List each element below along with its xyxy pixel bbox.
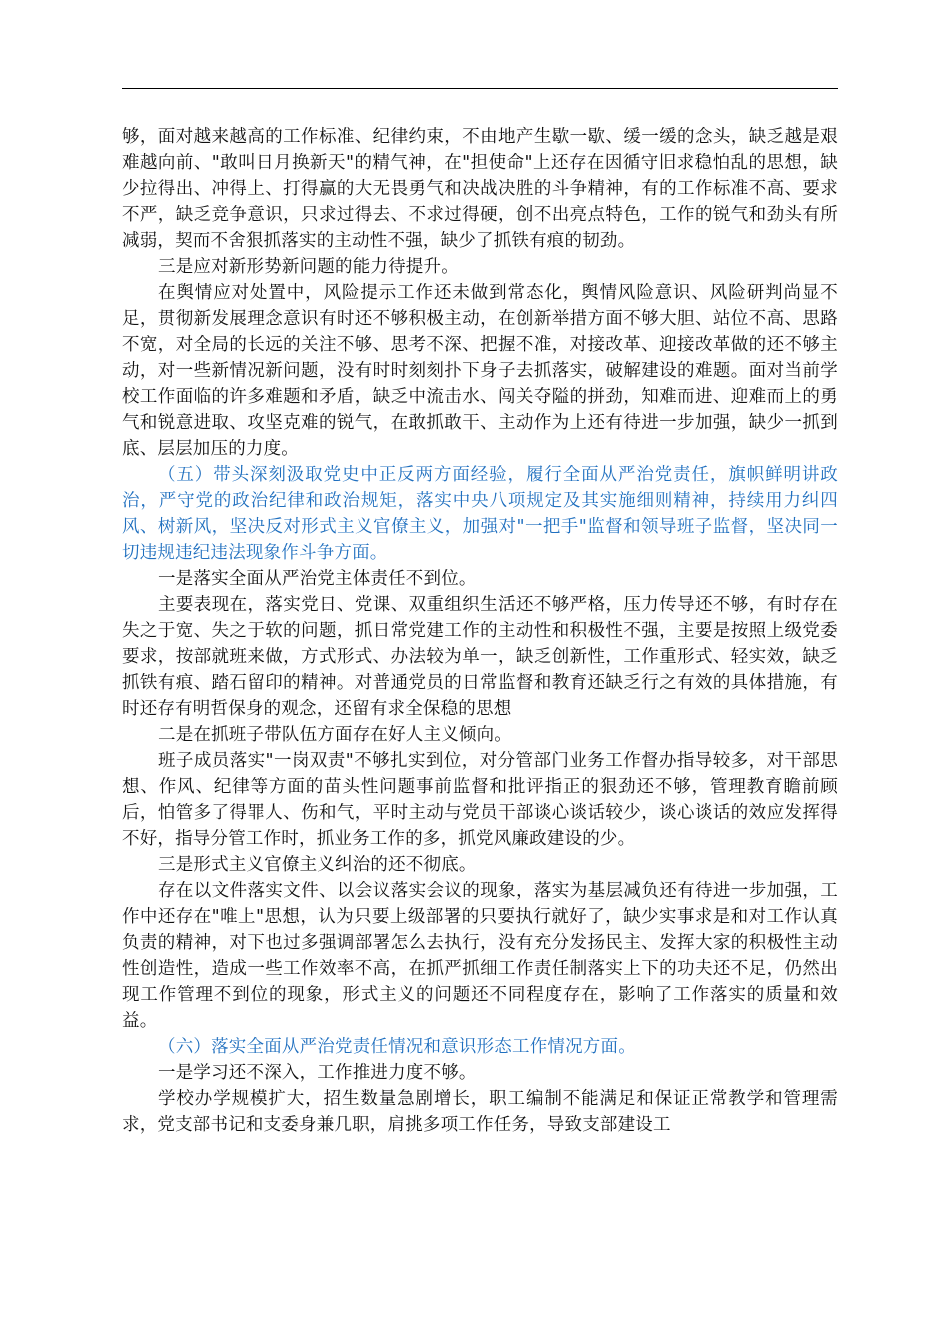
paragraph-13: 学校办学规模扩大，招生数量急剧增长，职工编制不能满足和保证正常教学和管理需求，党支部书记和支委身兼几职，肩挑多项工作任务，导致支部建设工 (122, 1089, 838, 1135)
paragraph-8: 班子成员落实"一岗双责"不够扎实到位，对分管部门业务工作督办指导较多，对干部思想、作风、纪律等方面的苗头性问题事前监督和批评指正的狠劲还不够，管理教育瞻前顾后，怕管多了得罪人、伤和气，平时主动与党员干部谈心谈话较少，谈心谈话的效应发挥得不好，指导分管工作时，抓业务工作的多，抓党风廉政建设的少。 (122, 751, 838, 849)
paragraph-12-subheading: 一是学习还不深入，工作推进力度不够。 (158, 1063, 477, 1083)
section-heading-5: （五）带头深刻汲取党史中正反两方面经验，履行全面从严治党责任，旗帜鲜明讲政治，严守党的政治纪律和政治规矩，落实中央八项规定及其实施细则精神，持续用力纠四风、树新风，坚决反对形式主义官僚主义，加强对"一把手"监督和领导班子监督，坚决同一切违规违纪违法现象作斗争方面。 (122, 465, 838, 563)
paragraph-1: 够，面对越来越高的工作标准、纪律约束，不由地产生歇一歇、缓一缓的念头，缺乏越是艰难越向前、"敢叫日月换新天"的精气神，在"担使命"上还存在因循守旧求稳怕乱的思想，缺少拉得出、冲得上、打得赢的大无畏勇气和决战决胜的斗争精神，有的工作标准不高、要求不严，缺乏竞争意识，只求过得去、不求过得硬，创不出亮点特色，工作的锐气和劲头有所减弱，契而不舍狠抓落实的主动性不强，缺少了抓铁有痕的韧劲。 (122, 127, 838, 251)
paragraph-2-subheading: 三是应对新形势新问题的能力待提升。 (158, 257, 459, 277)
paragraph-5-subheading: 一是落实全面从严治党主体责任不到位。 (158, 569, 477, 589)
section-heading-6: （六）落实全面从严治党责任情况和意识形态工作情况方面。 (158, 1037, 636, 1057)
paragraph-7-subheading: 二是在抓班子带队伍方面存在好人主义倾向。 (158, 725, 512, 745)
header-rule (122, 88, 838, 89)
paragraph-3: 在舆情应对处置中，风险提示工作还未做到常态化，舆情风险意识、风险研判尚显不足，贯彻新发展理念意识有时还不够积极主动，在创新举措方面不够大胆、站位不高、思路不宽，对全局的长远的关注不够、思考不深、把握不准，对接改革、迎接改革做的还不够主动，对一些新情况新问题，没有时时刻刻扑下身子去抓落实，破解建设的难题。面对当前学校工作面临的许多难题和矛盾，缺乏中流击水、闯关夺隘的拼劲，知难而进、迎难而上的勇气和锐意进取、攻坚克难的锐气，在敢抓敢干、主动作为上还有待进一步加强，缺少一抓到底、层层加压的力度。 (122, 283, 838, 459)
paragraph-10: 存在以文件落实文件、以会议落实会议的现象，落实为基层减负还有待进一步加强，工作中还存在"唯上"思想，认为只要上级部署的只要执行就好了，缺少实事求是和对工作认真负责的精神，对下也过多强调部署怎么去执行，没有充分发扬民主、发挥大家的积极性主动性创造性，造成一些工作效率不高，在抓严抓细工作责任制落实上下的功夫还不足，仍然出现工作管理不到位的现象，形式主义的问题还不同程度存在，影响了工作落实的质量和效益。 (122, 881, 838, 1031)
paragraph-6: 主要表现在，落实党日、党课、双重组织生活还不够严格，压力传导还不够，有时存在失之于宽、失之于软的问题，抓日常党建工作的主动性和积极性不强，主要是按照上级党委要求，按部就班来做，方式形式、办法较为单一，缺乏创新性，工作重形式、轻实效，缺乏抓铁有痕、踏石留印的精神。对普通党员的日常监督和教育还缺乏行之有效的具体措施，有时还存有明哲保身的观念，还留有求全保稳的思想 (122, 595, 838, 719)
paragraph-9-subheading: 三是形式主义官僚主义纠治的还不彻底。 (158, 855, 477, 875)
document-body (122, 124, 838, 1138)
